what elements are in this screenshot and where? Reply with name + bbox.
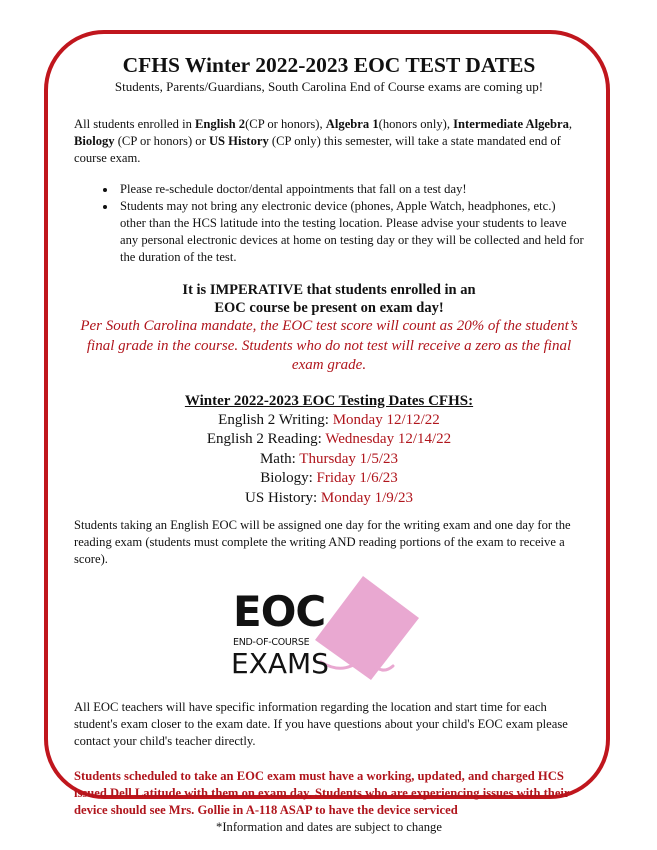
intro-text-4: , bbox=[568, 117, 573, 131]
schedule-label: English 2 Reading: bbox=[206, 431, 326, 447]
schedule-label: Math: bbox=[259, 450, 300, 467]
device-requirement-note: Students scheduled to take an EOC exam must have a working, updated, and charged HCS issued Dell Latitude with them on exam day. Students who are experiencing issues with their device should see Mrs. Gollie in A-118 ASAP to have the device serviced bbox=[74, 769, 570, 817]
schedule-row bbox=[74, 430, 584, 450]
schedule-row bbox=[74, 489, 584, 509]
schedule-date: Monday 1/9/23 bbox=[320, 489, 413, 506]
page-title: CFHS Winter 2022-2023 EOC TEST DATES bbox=[122, 53, 536, 77]
schedule-label: US History: bbox=[245, 489, 321, 506]
schedule-date: Wednesday 12/14/22 bbox=[325, 431, 452, 447]
teacher-info-note: All EOC teachers will have specific information regarding the location and start time for each student's exam closer to the exam date. If you have questions about your child's EOC exam please contact your child's teacher directly. bbox=[74, 700, 568, 748]
course-intermediate-algebra: Intermediate Algebra bbox=[453, 117, 569, 131]
schedule-date: Friday 1/6/23 bbox=[316, 470, 398, 486]
schedule-row bbox=[74, 411, 584, 431]
intro-text-3: (honors only), bbox=[378, 117, 454, 131]
rules-list bbox=[74, 181, 584, 266]
list-item: • Please re-schedule doctor/dental appointments that fall on a test day! bbox=[117, 181, 584, 198]
page-subtitle: Students, Parents/Guardians, South Carolina End of Course exams are coming up! bbox=[114, 79, 544, 94]
course-algebra-1: Algebra 1 bbox=[325, 117, 379, 131]
logo-exams-text: EXAMS bbox=[231, 647, 329, 680]
intro-text-2: (CP or honors), bbox=[245, 117, 326, 131]
imperative-line-1: It is IMPERATIVE that students enrolled in an bbox=[182, 282, 476, 298]
schedule-date: Monday 12/12/22 bbox=[332, 411, 440, 428]
flyer-content bbox=[74, 52, 584, 836]
intro-text-6: (CP only) this semester, will take a state mandated end of course exam. bbox=[74, 134, 561, 165]
schedule-heading: Winter 2022-2023 EOC Testing Dates CFHS: bbox=[184, 392, 474, 409]
logo-eoc-text: EOC bbox=[233, 587, 326, 636]
course-us-history: US History bbox=[208, 134, 269, 148]
intro-text-5: (CP or honors) or bbox=[114, 134, 209, 148]
schedule-label: Biology: bbox=[260, 470, 317, 486]
logo-subtitle: END-OF-COURSE bbox=[233, 637, 310, 648]
disclaimer: *Information and dates are subject to change bbox=[216, 820, 442, 834]
intro-paragraph bbox=[74, 116, 584, 167]
course-biology: Biology bbox=[74, 134, 115, 148]
grade-mandate-notice: Per South Carolina mandate, the EOC test score will count as 20% of the student’s final grade in the course. Students who do not test will receive a zero as the final exam grade. bbox=[80, 318, 578, 373]
english-exam-note: Students taking an English EOC will be assigned one day for the writing exam and one day for the reading exam (students must complete the writing AND reading portions of the exam to receive a score). bbox=[74, 518, 571, 566]
list-item: • Students may not bring any electronic device (phones, Apple Watch, headphones, etc.) other than the HCS latitude into the testing location. Please advise your students to leave any personal electronic devices at home on testing day or they will be collected and held for the duration of the test. bbox=[117, 198, 584, 266]
intro-text-1: All students enrolled in bbox=[74, 117, 196, 131]
schedule-date: Thursday 1/5/23 bbox=[299, 450, 399, 467]
imperative-notice bbox=[74, 281, 584, 317]
eoc-logo bbox=[221, 574, 421, 689]
schedule-label: English 2 Writing: bbox=[218, 411, 333, 428]
course-english-2: English 2 bbox=[195, 117, 246, 131]
schedule-row bbox=[74, 469, 584, 489]
imperative-line-2: EOC course be present on exam day! bbox=[214, 300, 444, 316]
schedule-row bbox=[74, 450, 584, 470]
